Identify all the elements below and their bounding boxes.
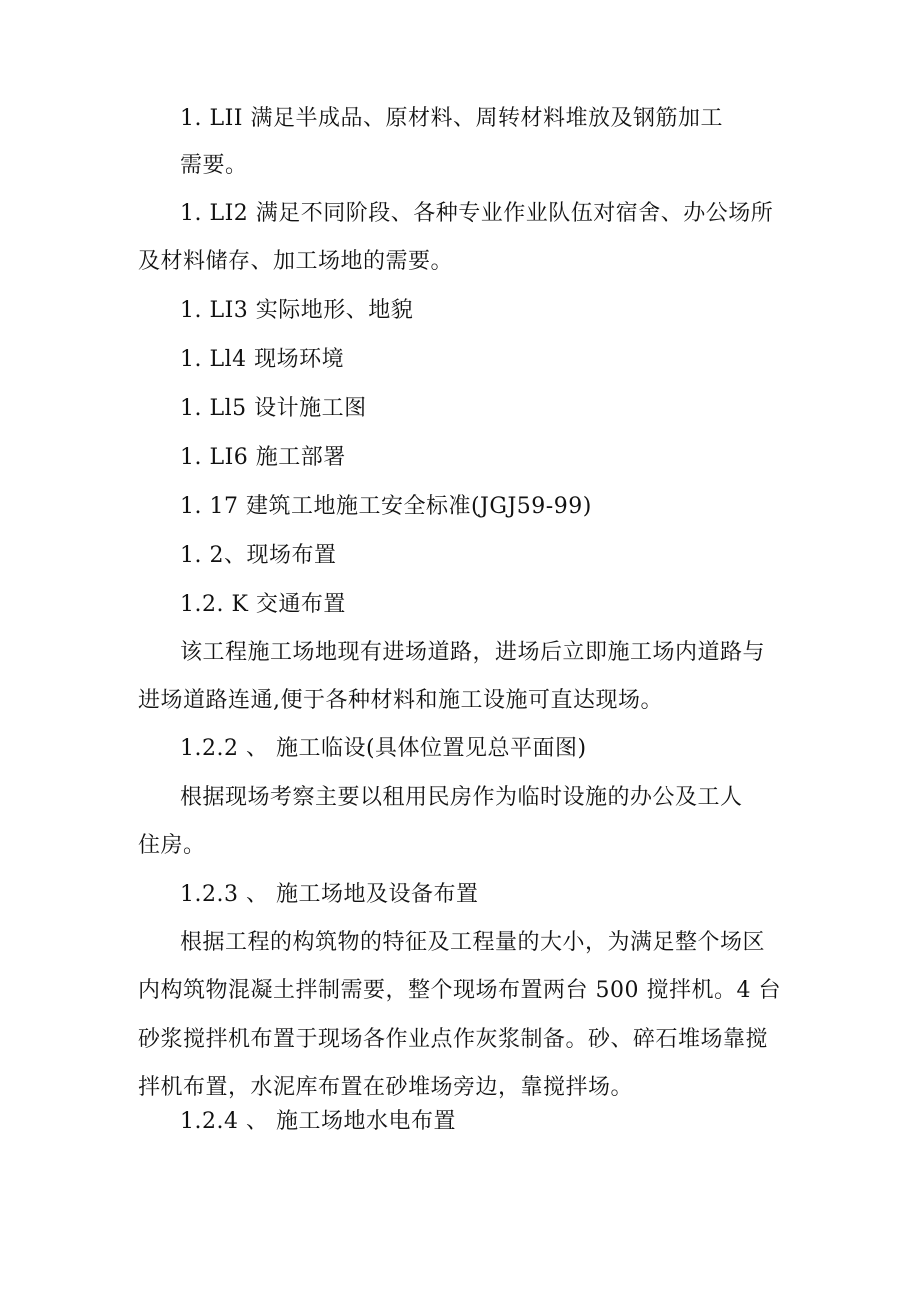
list-item: 1. 17 建筑工地施工安全标准(JGJ59-99) bbox=[180, 494, 592, 519]
list-item: 1. Ll4 现场环境 bbox=[180, 347, 345, 372]
paragraph-line: 砂浆搅拌机布置于现场各作业点作灰浆制备。砂、碎石堆场靠搅 bbox=[138, 1027, 769, 1052]
paragraph-line: 住房。 bbox=[138, 833, 206, 858]
paragraph-line: 根据工程的构筑物的特征及工程量的大小，为满足整个场区 bbox=[180, 930, 766, 955]
paragraph-line: 1. LII 满足半成品、原材料、周转材料堆放及钢筋加工 bbox=[180, 106, 723, 131]
paragraph-line: 需要。 bbox=[180, 153, 248, 178]
list-item: 1. LI3 实际地形、地貌 bbox=[180, 298, 414, 323]
paragraph-line: 1. LI2 满足不同阶段、各种专业作业队伍对宿舍、办公场所 bbox=[180, 201, 774, 226]
paragraph-line: 根据现场考察主要以租用民房作为临时设施的办公及工人 bbox=[180, 785, 743, 810]
subsection-heading: 1.2. K 交通布置 bbox=[180, 592, 346, 617]
paragraph-line: 及材料储存、加工场地的需要。 bbox=[138, 249, 454, 274]
paragraph-line: 内构筑物混凝土拌制需要，整个现场布置两台 500 搅拌机。4 台 bbox=[138, 978, 781, 1003]
subsection-heading: 1.2.4 、 施工场地水电布置 bbox=[180, 1109, 456, 1134]
subsection-heading: 1.2.2 、 施工临设(具体位置见总平面图) bbox=[180, 736, 587, 761]
paragraph-line: 拌机布置，水泥库布置在砂堆场旁边，靠搅拌场。 bbox=[138, 1075, 634, 1100]
list-item: 1. Ll5 设计施工图 bbox=[180, 396, 367, 421]
subsection-heading: 1.2.3 、 施工场地及设备布置 bbox=[180, 882, 479, 907]
section-heading: 1. 2、现场布置 bbox=[180, 543, 337, 568]
paragraph-line: 该工程施工场地现有进场道路，进场后立即施工场内道路与 bbox=[180, 640, 766, 665]
paragraph-line: 进场道路连通,便于各种材料和施工设施可直达现场。 bbox=[138, 688, 663, 713]
list-item: 1. LI6 施工部署 bbox=[180, 445, 346, 470]
